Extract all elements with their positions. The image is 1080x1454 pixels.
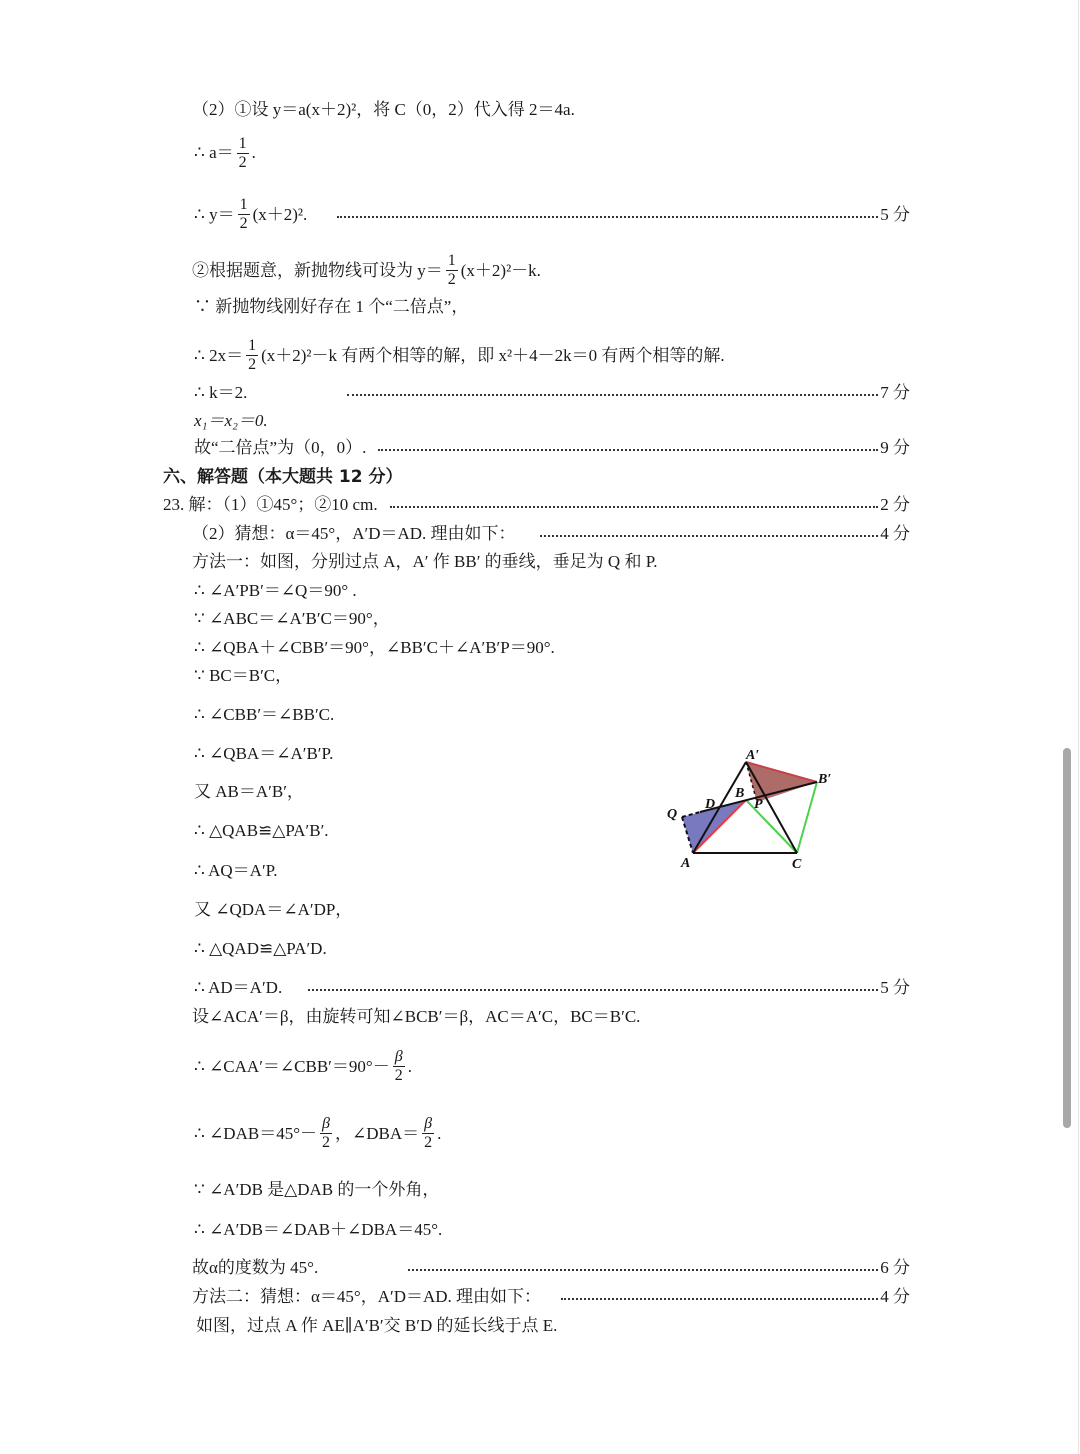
solution-line — [194, 860, 278, 882]
dotted-leader — [347, 394, 878, 396]
numerator: 1 — [248, 337, 257, 354]
label-d: D — [705, 797, 716, 812]
line-text: ∴ △QAD≌△PA′D. — [194, 939, 327, 958]
solution-line — [192, 551, 658, 573]
line-text: （2）猜想：α＝45°，A′D＝AD. 理由如下： — [192, 524, 516, 543]
solution-line — [194, 1048, 412, 1085]
numerator: 1 — [239, 196, 248, 213]
label-b-prime: B′ — [818, 772, 832, 787]
line-text: ，∠DBA＝ — [335, 1123, 420, 1143]
solution-line — [194, 382, 910, 404]
solution-line — [192, 523, 910, 545]
solution-line — [194, 637, 555, 659]
label-q: Q — [667, 807, 678, 822]
solution-line — [194, 410, 268, 432]
numerator: β — [322, 1115, 330, 1132]
line-text: . — [407, 1056, 412, 1076]
fraction — [246, 337, 258, 374]
denominator: 2 — [424, 1134, 433, 1151]
line-text: ∴ ∠CAA′＝∠CBB′＝90°－ — [194, 1056, 390, 1076]
solution-line — [194, 337, 725, 374]
fraction — [237, 135, 249, 172]
dotted-leader — [390, 506, 879, 508]
label-c: C — [792, 857, 802, 872]
line-text: . — [437, 1123, 442, 1143]
line-text: ∴ ∠CBB′＝∠BB′C. — [194, 705, 335, 724]
fraction — [238, 196, 250, 233]
denominator: 2 — [447, 271, 456, 288]
label-p: P — [754, 797, 763, 812]
line-text: ∴ ∠DAB＝45°－ — [194, 1123, 318, 1143]
geometry-diagram — [660, 740, 850, 880]
page-edge — [1078, 0, 1079, 1454]
line-text: 方法二：猜想：α＝45°，A′D＝AD. 理由如下： — [192, 1287, 542, 1306]
numerator: 1 — [238, 134, 247, 152]
line-text: ∴ ∠A′DB＝∠DAB＋∠DBA＝45°. — [194, 1220, 443, 1239]
solution-line — [194, 938, 327, 960]
score-label: 9 分 — [880, 438, 910, 457]
solution-line — [194, 781, 304, 803]
solution-line — [194, 1219, 442, 1241]
line-text: 23. 解：（1）①45°；②10 cm. — [163, 495, 378, 514]
score-label: 5 分 — [880, 978, 910, 997]
solution-line — [192, 1006, 640, 1028]
dotted-leader — [337, 216, 878, 218]
section-heading: 六、解答题（本大题共 12 分） — [163, 467, 403, 487]
denominator: 2 — [394, 1067, 403, 1084]
dotted-leader — [561, 1298, 878, 1300]
line-text: 如图，过点 A 作 AE∥A′B′交 B′D 的延长线于点 E. — [196, 1316, 558, 1335]
denominator: 2 — [239, 215, 248, 232]
solution-line — [194, 580, 357, 602]
solution-line — [192, 99, 575, 121]
line-text: ∴ ∠A′PB′＝∠Q＝90° . — [194, 581, 357, 600]
line-text: 方法一：如图，分别过点 A，A′ 作 BB′ 的垂线，垂足为 Q 和 P. — [192, 552, 658, 571]
solution-line — [194, 1179, 439, 1201]
dotted-leader — [408, 1269, 878, 1271]
numerator: 1 — [447, 252, 456, 269]
score-label: 6 分 — [880, 1258, 910, 1277]
numerator: β — [394, 1048, 403, 1065]
denominator: 2 — [248, 356, 257, 373]
line-text: 故“二倍点”为（0，0）. — [194, 438, 367, 457]
line-text: 又 AB＝A′B′， — [194, 782, 304, 801]
score-label: 7 分 — [880, 383, 910, 402]
line-text: (x＋2)²－k. — [460, 260, 541, 280]
score-label: 2 分 — [880, 495, 910, 514]
line-text: x₁＝x₂＝0. — [194, 411, 268, 430]
label-a: A — [681, 856, 691, 871]
fraction — [393, 1048, 405, 1085]
line-text: (x＋2)²－k 有两个相等的解，即 x²＋4－2k＝0 有两个相等的解. — [261, 345, 725, 365]
line-text: 又 ∠QDA＝∠A′DP， — [194, 900, 353, 919]
fraction — [422, 1115, 434, 1152]
line-text: 设∠ACA′＝β，由旋转可知∠BCB′＝β，AC＝A′C，BC＝B′C. — [192, 1007, 641, 1026]
solution-line — [163, 494, 910, 516]
solution-line — [194, 899, 352, 921]
line-text: ∴ △QAB≌△PA′B′. — [194, 821, 329, 840]
solution-line — [192, 1286, 910, 1308]
numerator: β — [424, 1115, 433, 1132]
label-b: B — [735, 786, 745, 801]
line-text: ∴ AQ＝A′P. — [194, 861, 278, 880]
line-text: ∴ y＝ — [194, 204, 235, 224]
line-text: ∴ ∠QBA＝∠A′B′P. — [194, 744, 334, 763]
fraction — [320, 1115, 332, 1152]
line-text: . — [251, 143, 256, 162]
score-label: 4 分 — [880, 524, 910, 543]
solution-line — [192, 252, 541, 289]
segment-b-prime-c — [797, 782, 817, 853]
fraction — [446, 252, 458, 289]
line-text: ∴ 2x＝ — [194, 345, 244, 365]
solution-line — [194, 1115, 441, 1152]
solution-line — [194, 820, 329, 842]
denominator: 2 — [238, 153, 247, 171]
line-text: ∴ AD＝A′D. — [194, 978, 283, 997]
solution-line — [194, 665, 292, 687]
line-text: ∵ ∠ABC＝∠A′B′C＝90°， — [194, 609, 390, 628]
line-text: ∵ 新抛物线刚好存在 1 个“二倍点”， — [194, 297, 469, 316]
denominator: 2 — [322, 1134, 331, 1151]
solution-line — [196, 1315, 557, 1337]
dotted-leader — [378, 449, 878, 451]
label-a-prime: A′ — [746, 748, 760, 763]
solution-line — [192, 1257, 910, 1279]
line-text: ∵ BC＝B′C， — [194, 666, 293, 685]
solution-line — [194, 977, 910, 999]
line-text: （2）①设 y＝a(x＋2)²，将 C（0，2）代入得 2＝4a. — [192, 100, 575, 119]
dotted-leader — [540, 535, 879, 537]
dotted-leader — [308, 989, 878, 991]
score-label: 4 分 — [880, 1287, 910, 1306]
line-text: 故α的度数为 45°. — [192, 1258, 319, 1277]
solution-line — [194, 196, 910, 233]
solution-line — [194, 296, 468, 318]
solution-line — [194, 743, 333, 765]
line-text: ②根据题意，新抛物线可设为 y＝ — [192, 260, 443, 280]
score-label: 5 分 — [880, 204, 910, 224]
line-text: ∴ ∠QBA＋∠CBB′＝90°，∠BB′C＋∠A′B′P＝90°. — [194, 638, 555, 657]
solution-line — [194, 608, 390, 630]
line-text: ∴ k＝2. — [194, 383, 248, 402]
line-text: (x＋2)². — [252, 204, 308, 224]
solution-line — [194, 437, 910, 459]
solution-line — [194, 704, 334, 726]
scrollbar-thumb[interactable] — [1063, 748, 1071, 1128]
line-text: ∵ ∠A′DB 是△DAB 的一个外角， — [194, 1180, 440, 1199]
solution-line — [194, 134, 256, 171]
line-text: ∴ a＝ — [194, 143, 234, 162]
